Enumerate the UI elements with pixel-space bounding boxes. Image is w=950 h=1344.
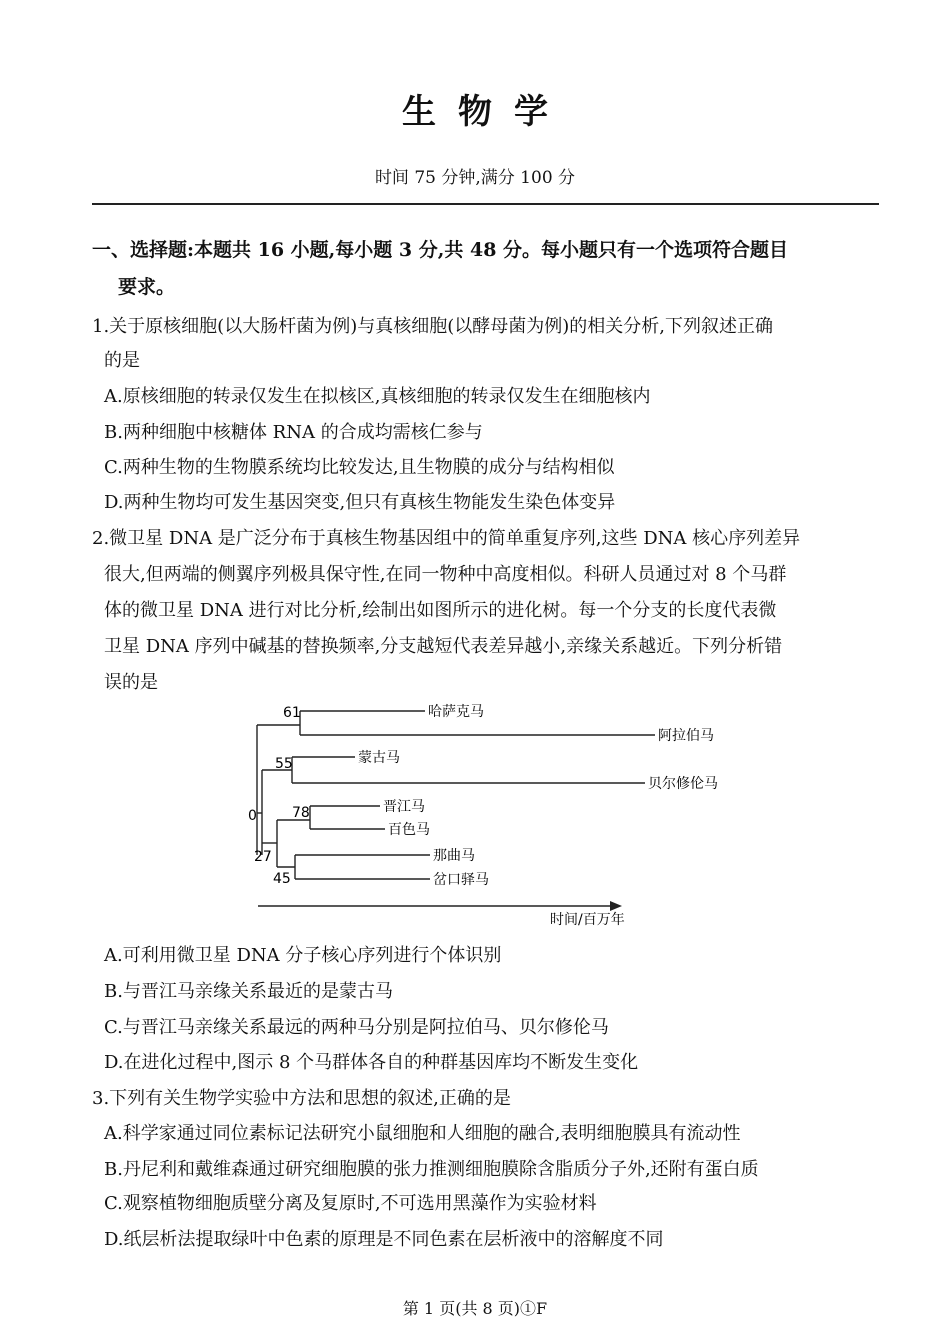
q3-stem: 3.下列有关生物学实验中方法和思想的叙述,正确的是 — [92, 1088, 511, 1109]
q1-option-b: B.两种细胞中核糖体 RNA 的合成均需核仁参与 — [104, 422, 483, 443]
q2-stem-line5: 误的是 — [104, 672, 158, 693]
leaf-label-percheron: 贝尔修伦马 — [648, 776, 718, 792]
q2-option-c: C.与晋江马亲缘关系最远的两种马分别是阿拉伯马、贝尔修伦马 — [104, 1017, 609, 1038]
q3-option-a: A.科学家通过同位素标记法研究小鼠细胞和人细胞的融合,表明细胞膜具有流动性 — [104, 1123, 741, 1144]
q2-option-b: B.与晋江马亲缘关系最近的是蒙古马 — [104, 981, 393, 1002]
node-label-55: 55 — [275, 756, 293, 772]
node-label-45: 45 — [273, 871, 291, 887]
q2-option-a: A.可利用微卫星 DNA 分子核心序列进行个体识别 — [104, 945, 502, 966]
node-label-61: 61 — [283, 705, 301, 721]
q3-option-c: C.观察植物细胞质壁分离及复原时,不可选用黑藻作为实验材料 — [104, 1193, 597, 1214]
section-heading-line1: 一、选择题:本题共 16 小题,每小题 3 分,共 48 分。每小题只有一个选项符合题目 — [92, 239, 789, 261]
leaf-label-naqu: 那曲马 — [433, 848, 475, 864]
page-footer: 第 1 页(共 8 页)①F — [402, 1299, 548, 1318]
exam-info: 时间 75 分钟,满分 100 分 — [374, 168, 576, 188]
evolution-tree-figure — [240, 695, 760, 930]
q1-option-d: D.两种生物均可发生基因突变,但只有真核生物能发生染色体变异 — [104, 492, 616, 513]
leaf-label-arabian: 阿拉伯马 — [658, 728, 714, 744]
leaf-label-mongolian: 蒙古马 — [358, 750, 400, 766]
leaf-label-baise: 百色马 — [388, 822, 430, 838]
leaf-label-chakouyi: 岔口驿马 — [433, 872, 489, 888]
q3-option-b: B.丹尼利和戴维森通过研究细胞膜的张力推测细胞膜除含脂质分子外,还附有蛋白质 — [104, 1159, 759, 1180]
leaf-label-kazakh: 哈萨克马 — [428, 704, 484, 720]
q1-option-c: C.两种生物的生物膜系统均比较发达,且生物膜的成分与结构相似 — [104, 457, 615, 478]
q2-stem-line2: 很大,但两端的侧翼序列极具保守性,在同一物种中高度相似。科研人员通过对 8 个马群 — [104, 564, 787, 585]
q1-stem-line1: 1.关于原核细胞(以大肠杆菌为例)与真核细胞(以酵母菌为例)的相关分析,下列叙述正确 — [92, 316, 773, 337]
node-label-0: 0 — [248, 808, 257, 824]
time-axis-label: 时间/百万年 — [550, 912, 625, 928]
page-title: 生物学 — [402, 92, 570, 132]
q2-stem-line1: 2.微卫星 DNA 是广泛分布于真核生物基因组中的简单重复序列,这些 DNA 核心序列差异 — [92, 528, 801, 549]
q1-option-a: A.原核细胞的转录仅发生在拟核区,真核细胞的转录仅发生在细胞核内 — [104, 386, 651, 407]
q2-option-d: D.在进化过程中,图示 8 个马群体各自的种群基因库均不断发生变化 — [104, 1052, 639, 1073]
section-heading-line2: 要求。 — [118, 276, 176, 298]
header-divider — [92, 203, 879, 205]
q2-stem-line4: 卫星 DNA 序列中碱基的替换频率,分支越短代表差异越小,亲缘关系越近。下列分析错 — [104, 636, 783, 657]
node-label-27: 27 — [254, 849, 272, 865]
q1-stem-line2: 的是 — [104, 350, 140, 371]
q2-stem-line3: 体的微卫星 DNA 进行对比分析,绘制出如图所示的进化树。每一个分支的长度代表微 — [104, 600, 777, 621]
node-label-78: 78 — [292, 805, 310, 821]
q3-option-d: D.纸层析法提取绿叶中色素的原理是不同色素在层析液中的溶解度不同 — [104, 1229, 664, 1250]
leaf-label-jinjiang: 晋江马 — [383, 799, 425, 815]
